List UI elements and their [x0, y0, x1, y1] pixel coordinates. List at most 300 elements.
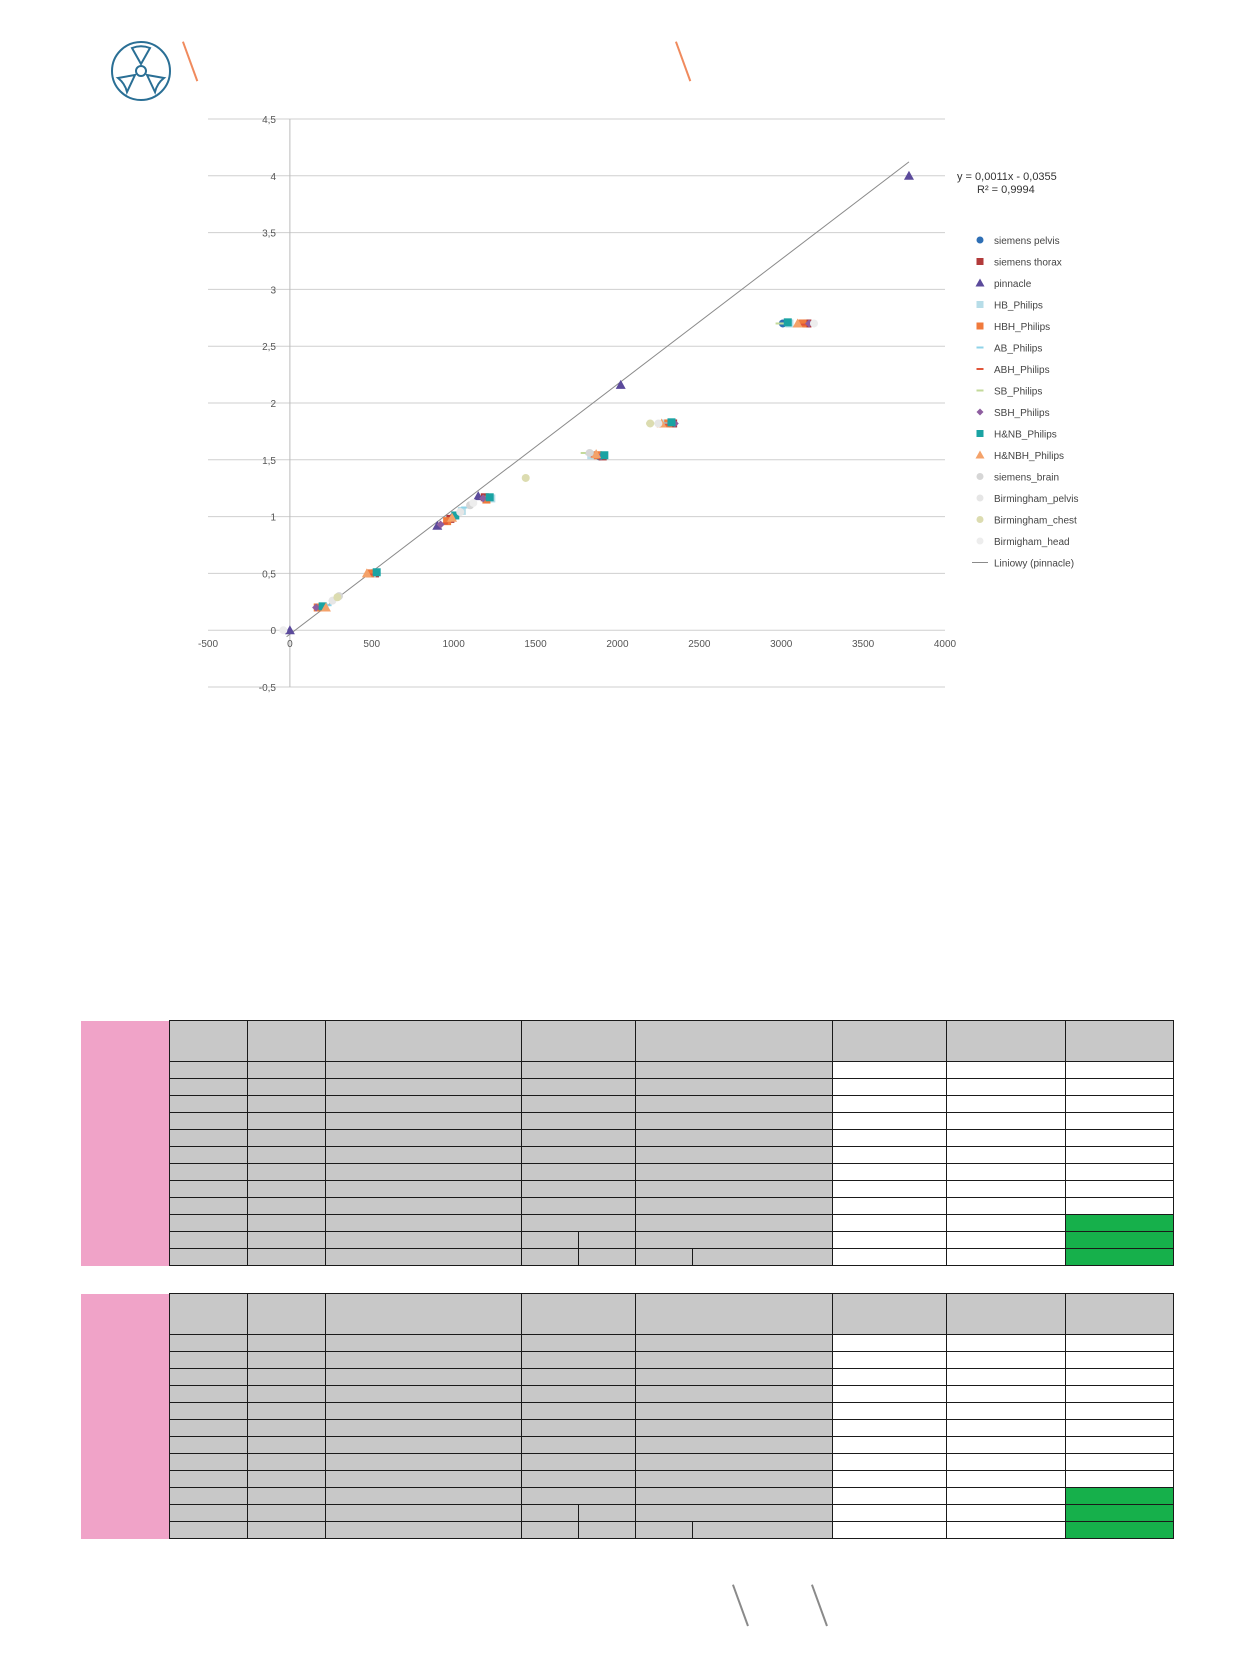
header-cell [946, 1294, 1065, 1335]
table-cell [169, 1403, 247, 1420]
trendline [287, 162, 909, 637]
result-cell [832, 1079, 946, 1096]
table-cell [247, 1454, 325, 1471]
data-point [333, 593, 341, 601]
data-point [784, 318, 792, 326]
result-cell [832, 1505, 946, 1522]
table-cell [325, 1062, 521, 1079]
result-cell [1065, 1437, 1173, 1454]
x-tick-label: -500 [197, 639, 219, 651]
result-cell [1065, 1130, 1173, 1147]
result-cell [946, 1147, 1065, 1164]
table-cell [521, 1488, 635, 1505]
row-group-band [81, 1021, 169, 1266]
table-cell [635, 1352, 832, 1369]
header-cell [1065, 1294, 1173, 1335]
result-cell [946, 1096, 1065, 1113]
table-row [81, 1335, 1173, 1352]
result-cell [946, 1505, 1065, 1522]
legend-marker [977, 516, 984, 523]
table-cell [169, 1062, 247, 1079]
table-row [81, 1113, 1173, 1130]
table-cell [169, 1352, 247, 1369]
result-cell [832, 1454, 946, 1471]
table-cell [521, 1437, 635, 1454]
table-cell [169, 1437, 247, 1454]
result-cell [1065, 1198, 1173, 1215]
result-cell [946, 1352, 1065, 1369]
result-cell [832, 1437, 946, 1454]
legend-label: HBH_Philips [994, 322, 1051, 333]
y-tick-label: -0,5 [258, 683, 276, 694]
header-cell [832, 1294, 946, 1335]
y-tick-label: 1 [270, 512, 276, 524]
header-cell [1065, 1021, 1173, 1062]
table-cell [521, 1471, 635, 1488]
result-cell [946, 1454, 1065, 1471]
table-cell [635, 1198, 832, 1215]
table-cell [635, 1505, 832, 1522]
result-cell [946, 1420, 1065, 1437]
data-table-2 [81, 1293, 1174, 1539]
legend-marker [977, 390, 984, 392]
result-cell [946, 1215, 1065, 1232]
table-cell [692, 1249, 832, 1266]
header-cell [635, 1294, 832, 1335]
table-cell [325, 1249, 521, 1266]
result-cell [946, 1403, 1065, 1420]
result-cell [832, 1232, 946, 1249]
table-cell [635, 1096, 832, 1113]
result-cell [946, 1181, 1065, 1198]
table-cell [169, 1488, 247, 1505]
table-cell [635, 1488, 832, 1505]
table-row [81, 1181, 1173, 1198]
legend-label: SBH_Philips [994, 408, 1050, 419]
table-cell [635, 1164, 832, 1181]
table-header-row [81, 1021, 1173, 1062]
table-cell [325, 1164, 521, 1181]
table-cell [169, 1335, 247, 1352]
data-point [600, 451, 608, 459]
result-cell [832, 1420, 946, 1437]
table-cell [247, 1437, 325, 1454]
status-cell-green [1065, 1488, 1173, 1505]
table-row [81, 1352, 1173, 1369]
result-cell [832, 1181, 946, 1198]
table-row [81, 1215, 1173, 1232]
legend-label: siemens thorax [994, 257, 1062, 269]
result-cell [1065, 1147, 1173, 1164]
table-cell [325, 1420, 521, 1437]
table-cell [635, 1215, 832, 1232]
table-cell [169, 1454, 247, 1471]
data-point [586, 449, 594, 457]
table-cell [635, 1079, 832, 1096]
result-cell [1065, 1335, 1173, 1352]
table-cell [578, 1232, 635, 1249]
table-cell [247, 1113, 325, 1130]
table-cell [325, 1522, 521, 1539]
table-cell [521, 1369, 635, 1386]
result-cell [1065, 1113, 1173, 1130]
table-cell [521, 1079, 635, 1096]
table-cell [521, 1352, 635, 1369]
table-cell [247, 1471, 325, 1488]
table-cell [247, 1164, 325, 1181]
table-cell [578, 1505, 635, 1522]
result-cell [1065, 1062, 1173, 1079]
table-cell [521, 1386, 635, 1403]
table-cell [169, 1079, 247, 1096]
table-cell [635, 1335, 832, 1352]
table-cell [247, 1249, 325, 1266]
legend-marker [977, 368, 984, 370]
header-cell [946, 1021, 1065, 1062]
legend-marker [977, 473, 984, 480]
legend-label: Birmingham_pelvis [994, 494, 1079, 505]
result-cell [946, 1130, 1065, 1147]
status-cell-green [1065, 1232, 1173, 1249]
table-row [81, 1386, 1173, 1403]
table-row [81, 1488, 1173, 1505]
table-cell [635, 1369, 832, 1386]
result-cell [1065, 1164, 1173, 1181]
table-cell [521, 1062, 635, 1079]
table-cell [247, 1369, 325, 1386]
result-cell [1065, 1420, 1173, 1437]
result-cell [832, 1198, 946, 1215]
table-cell [521, 1249, 578, 1266]
table-cell [521, 1130, 635, 1147]
table-cell [247, 1198, 325, 1215]
table-cell [325, 1386, 521, 1403]
table-cell [247, 1181, 325, 1198]
table-cell [247, 1403, 325, 1420]
result-cell [832, 1386, 946, 1403]
table-cell [521, 1096, 635, 1113]
legend-marker [976, 279, 985, 287]
table-cell [169, 1164, 247, 1181]
result-cell [832, 1352, 946, 1369]
table-cell [635, 1386, 832, 1403]
data-point [654, 419, 662, 427]
result-cell [946, 1232, 1065, 1249]
table-row [81, 1096, 1173, 1113]
x-tick-label: 0 [287, 639, 293, 651]
result-cell [832, 1488, 946, 1505]
table-cell [635, 1420, 832, 1437]
result-cell [1065, 1471, 1173, 1488]
trendline-equation: y = 0,0011x - 0,0355 [957, 171, 1057, 183]
legend-label: ABH_Philips [994, 365, 1050, 376]
result-cell [1065, 1369, 1173, 1386]
table-cell [325, 1147, 521, 1164]
x-tick-label: 1500 [524, 639, 547, 651]
table-cell [247, 1096, 325, 1113]
result-cell [946, 1386, 1065, 1403]
result-cell [832, 1369, 946, 1386]
result-cell [832, 1335, 946, 1352]
data-table-1 [81, 1020, 1174, 1266]
data-point [776, 322, 784, 324]
legend-label: pinnacle [994, 279, 1032, 290]
table-cell [169, 1505, 247, 1522]
table-row [81, 1522, 1173, 1539]
legend-marker [977, 301, 984, 308]
scatter-chart [190, 104, 1200, 760]
table-row [81, 1437, 1173, 1454]
row-group-band [81, 1294, 169, 1539]
legend-label: SB_Philips [994, 386, 1043, 398]
table-cell [169, 1471, 247, 1488]
legend-marker [977, 538, 984, 545]
table-cell [325, 1403, 521, 1420]
header-cell [635, 1021, 832, 1062]
table-cell [169, 1198, 247, 1215]
legend-marker [977, 495, 984, 502]
table-cell [325, 1352, 521, 1369]
x-tick-label: 2000 [606, 639, 629, 651]
header-cell [832, 1021, 946, 1062]
x-tick-label: 3000 [770, 639, 793, 651]
decorative-slash [182, 41, 198, 81]
table-row [81, 1164, 1173, 1181]
table-cell [325, 1471, 521, 1488]
result-cell [1065, 1352, 1173, 1369]
decorative-slash [675, 41, 691, 81]
table-cell [247, 1335, 325, 1352]
table-cell [521, 1335, 635, 1352]
table-row [81, 1232, 1173, 1249]
header-cell [169, 1021, 247, 1062]
y-tick-label: 3,5 [262, 228, 276, 240]
data-point [810, 319, 818, 327]
y-tick-label: 1,5 [262, 455, 276, 467]
legend-label: H&NB_Philips [994, 429, 1057, 441]
table-cell [635, 1454, 832, 1471]
legend-marker [977, 430, 984, 437]
table-cell [521, 1522, 578, 1539]
table-cell [521, 1164, 635, 1181]
table-cell [169, 1113, 247, 1130]
table-cell [635, 1522, 692, 1539]
legend-label: HB_Philips [994, 300, 1043, 312]
table-cell [521, 1505, 578, 1522]
decorative-slash [811, 1584, 828, 1626]
table-row [81, 1403, 1173, 1420]
table-cell [521, 1232, 578, 1249]
x-tick-label: 2500 [688, 639, 711, 651]
result-cell [832, 1164, 946, 1181]
header-cell [247, 1021, 325, 1062]
table-header-row [81, 1294, 1173, 1335]
legend-label: H&NBH_Philips [994, 451, 1065, 462]
table-cell [325, 1198, 521, 1215]
table-row [81, 1369, 1173, 1386]
table-cell [169, 1215, 247, 1232]
y-tick-label: 4,5 [262, 115, 276, 126]
table-cell [635, 1403, 832, 1420]
table-cell [521, 1181, 635, 1198]
data-point [469, 499, 477, 507]
table-cell [521, 1420, 635, 1437]
table-cell [325, 1369, 521, 1386]
table-row [81, 1130, 1173, 1147]
table-cell [521, 1113, 635, 1130]
table-cell [169, 1232, 247, 1249]
table-cell [692, 1522, 832, 1539]
table-cell [635, 1062, 832, 1079]
data-point [646, 419, 654, 427]
table-cell [521, 1215, 635, 1232]
result-cell [946, 1437, 1065, 1454]
table-cell [578, 1522, 635, 1539]
result-cell [1065, 1403, 1173, 1420]
table-cell [169, 1181, 247, 1198]
table-row [81, 1471, 1173, 1488]
legend-marker [977, 347, 984, 349]
table-cell [521, 1147, 635, 1164]
table-cell [169, 1130, 247, 1147]
table-row [81, 1249, 1173, 1266]
y-tick-label: 0,5 [262, 569, 276, 581]
header-cell [247, 1294, 325, 1335]
table-cell [247, 1232, 325, 1249]
result-cell [946, 1249, 1065, 1266]
data-point [373, 568, 381, 576]
y-tick-label: 2,5 [262, 342, 276, 354]
table-cell [169, 1147, 247, 1164]
data-point [279, 626, 287, 634]
table-cell [325, 1454, 521, 1471]
table-cell [325, 1437, 521, 1454]
result-cell [1065, 1181, 1173, 1198]
legend-label: AB_Philips [994, 343, 1043, 355]
table-cell [325, 1113, 521, 1130]
result-cell [832, 1096, 946, 1113]
result-cell [1065, 1096, 1173, 1113]
table-cell [635, 1249, 692, 1266]
result-cell [946, 1198, 1065, 1215]
result-cell [832, 1249, 946, 1266]
table-cell [247, 1386, 325, 1403]
status-cell-green [1065, 1522, 1173, 1539]
y-tick-label: 0 [270, 626, 276, 638]
table-cell [325, 1488, 521, 1505]
table-row [81, 1454, 1173, 1471]
radiation-logo-icon [110, 40, 172, 102]
status-cell-green [1065, 1215, 1173, 1232]
result-cell [946, 1164, 1065, 1181]
result-cell [832, 1403, 946, 1420]
result-cell [946, 1488, 1065, 1505]
table-cell [247, 1062, 325, 1079]
table-cell [325, 1335, 521, 1352]
header-cell [169, 1294, 247, 1335]
table-cell [635, 1471, 832, 1488]
legend-marker [976, 451, 985, 459]
table-row [81, 1062, 1173, 1079]
table-cell [521, 1454, 635, 1471]
table-cell [325, 1505, 521, 1522]
table-cell [247, 1522, 325, 1539]
table-cell [578, 1249, 635, 1266]
table-cell [635, 1147, 832, 1164]
table-cell [635, 1130, 832, 1147]
legend-label: siemens pelvis [994, 236, 1060, 247]
result-cell [946, 1471, 1065, 1488]
table-cell [521, 1198, 635, 1215]
x-tick-label: 500 [363, 639, 381, 651]
table-cell [169, 1420, 247, 1437]
table-cell [247, 1130, 325, 1147]
table-cell [169, 1096, 247, 1113]
decorative-slash [732, 1584, 749, 1626]
table-row [81, 1079, 1173, 1096]
header-cell [521, 1021, 635, 1062]
legend-label: Birmingham_chest [994, 515, 1077, 527]
result-cell [1065, 1079, 1173, 1096]
status-cell-green [1065, 1505, 1173, 1522]
x-tick-label: 1000 [442, 639, 465, 651]
legend-marker [977, 323, 984, 330]
result-cell [946, 1062, 1065, 1079]
header-cell [325, 1021, 521, 1062]
result-cell [946, 1522, 1065, 1539]
table-cell [247, 1215, 325, 1232]
table-cell [247, 1147, 325, 1164]
result-cell [946, 1113, 1065, 1130]
result-cell [832, 1113, 946, 1130]
result-cell [946, 1335, 1065, 1352]
legend-label: Birmigham_head [994, 537, 1070, 548]
status-cell-green [1065, 1249, 1173, 1266]
y-tick-label: 2 [270, 399, 276, 410]
data-point [522, 474, 530, 482]
result-cell [1065, 1386, 1173, 1403]
data-point [667, 418, 675, 426]
table-cell [247, 1488, 325, 1505]
table-row [81, 1420, 1173, 1437]
table-cell [521, 1403, 635, 1420]
legend-label: siemens_brain [994, 472, 1060, 484]
result-cell [832, 1062, 946, 1079]
table-cell [325, 1079, 521, 1096]
table-cell [247, 1352, 325, 1369]
legend-marker [977, 409, 984, 416]
table-cell [635, 1181, 832, 1198]
y-tick-label: 4 [270, 171, 276, 183]
table-cell [325, 1215, 521, 1232]
header-cell [325, 1294, 521, 1335]
table-cell [169, 1522, 247, 1539]
table-row [81, 1147, 1173, 1164]
x-tick-label: 3500 [851, 639, 875, 651]
table-cell [635, 1232, 832, 1249]
result-cell [832, 1471, 946, 1488]
table-cell [169, 1369, 247, 1386]
table-cell [325, 1232, 521, 1249]
data-point [486, 493, 494, 501]
table-cell [325, 1181, 521, 1198]
table-cell [325, 1130, 521, 1147]
result-cell [946, 1079, 1065, 1096]
table-cell [169, 1249, 247, 1266]
legend-label: Liniowy (pinnacle) [994, 558, 1075, 570]
table-cell [635, 1437, 832, 1454]
table-row [81, 1198, 1173, 1215]
